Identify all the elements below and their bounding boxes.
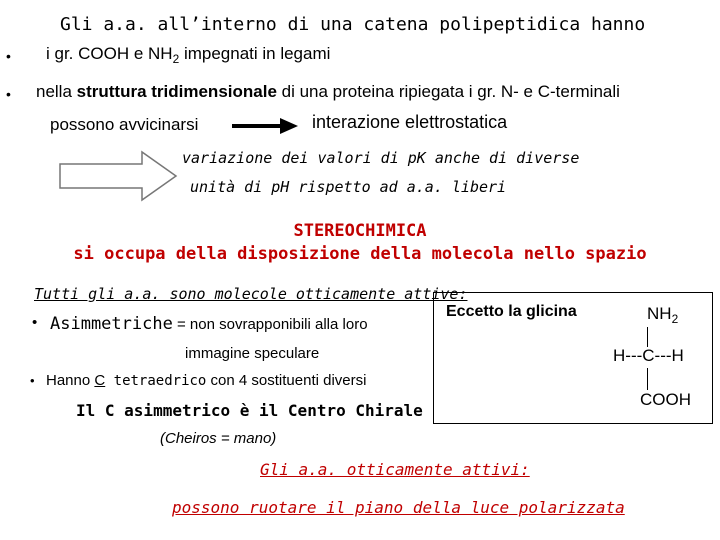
heading-definition: si occupa della disposizione della molecola nello spazio: [73, 244, 647, 264]
bullet-2: [36, 82, 620, 102]
attivi-line-2: possono ruotare il piano della luce polarizzata: [172, 498, 625, 517]
hanno-bullet-dot: •: [30, 373, 35, 388]
bullet-1-sub: 2: [172, 52, 180, 67]
glycine-middle: H---C---H: [613, 346, 684, 365]
line3-left: possono avvicinarsi: [50, 115, 199, 134]
right-arrow-icon: [232, 118, 298, 134]
hollow-arrow-icon: [58, 150, 178, 202]
bullet-dot: •: [6, 86, 11, 102]
line5: unità di pH rispetto ad a.a. liberi: [190, 178, 507, 196]
slide-title: Gli a.a. all’interno di una catena polipeptidica hanno: [60, 14, 646, 35]
optical-active-line: Tutti gli a.a. sono molecole otticamente attive:: [34, 285, 468, 303]
glycine-bond-top: [647, 327, 648, 347]
bullet-1: [46, 44, 331, 67]
chiral-center: Il C asimmetrico è il Centro Chirale: [76, 401, 423, 420]
cheiros: (Cheiros = mano): [160, 430, 277, 447]
glycine-nh: NH: [647, 304, 672, 323]
line4: variazione dei valori di pK anche di diverse: [182, 149, 580, 167]
bullet-1-text: i gr. COOH e NH: [46, 44, 173, 63]
asym-line-2: immagine speculare: [185, 345, 320, 362]
hanno-c: C: [94, 372, 106, 389]
hanno-line: [46, 372, 366, 389]
asym-word: Asimmetriche: [50, 314, 173, 334]
glycine-cooh: COOH: [640, 390, 691, 409]
line3-right: interazione elettrostatica: [312, 112, 508, 132]
asym-line: [50, 314, 368, 334]
asym-bullet-dot: •: [32, 314, 38, 331]
glycine-nh-sub: 2: [671, 312, 679, 327]
bullet-1-tail: impegnati in legami: [179, 44, 331, 63]
glycine-nh2: [647, 304, 679, 327]
hanno-pre: Hanno: [46, 372, 95, 389]
attivi-line-1: Gli a.a. otticamente attivi:: [260, 460, 530, 479]
bullet-2-post: di una proteina ripiegata i gr. N- e C-terminali: [276, 82, 620, 101]
bullet-2-pre: nella: [36, 82, 77, 101]
bullet-2-bold: struttura tridimensionale: [76, 82, 277, 101]
glycine-bond-bottom: [647, 368, 648, 390]
heading-stereochimica: STEREOCHIMICA: [293, 221, 427, 241]
bullet-dot: •: [6, 48, 11, 64]
hanno-mid: tetraedrico: [105, 373, 207, 389]
asym-rest: = non sovrapponibili alla loro: [172, 316, 368, 333]
hanno-post: con 4 sostituenti diversi: [206, 372, 367, 389]
glycine-label: Eccetto la glicina: [446, 303, 577, 320]
glycine-box: [433, 292, 713, 424]
